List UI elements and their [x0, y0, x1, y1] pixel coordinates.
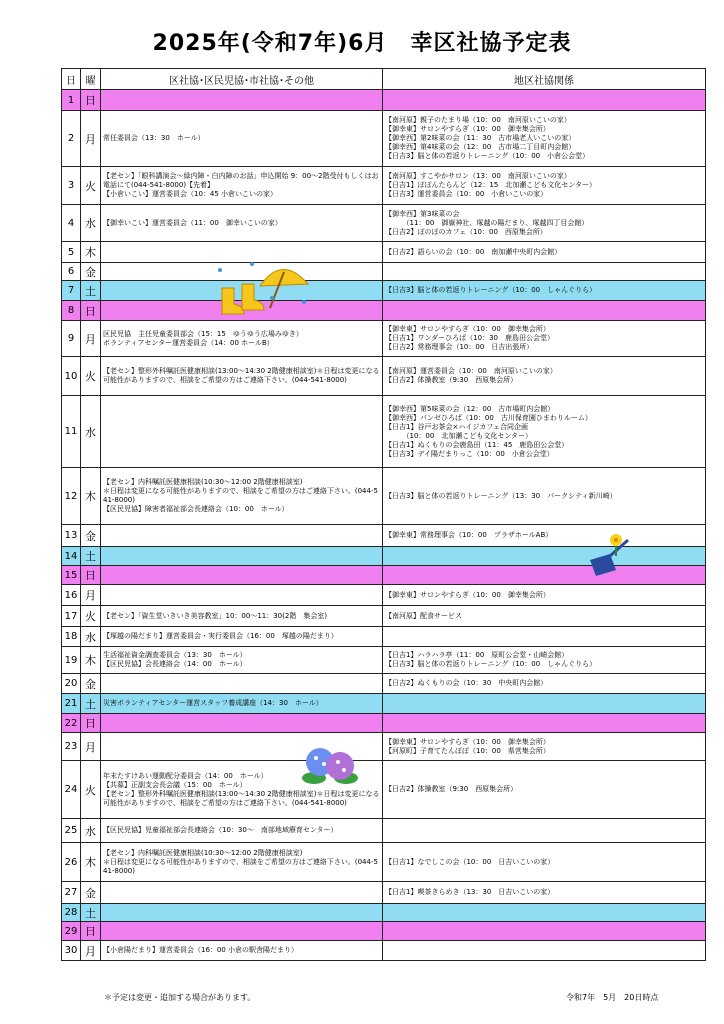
district-entry: 【日吉2】ぬくもりの会（10：30 中央町内会館） — [385, 679, 548, 687]
weekday-cell: 木 — [81, 843, 101, 882]
district-cell — [383, 242, 706, 263]
ward-cell — [101, 547, 383, 566]
district-entry: 【御幸西】パンゼひろば（10：00 古川保育園ひまわりルーム） — [385, 413, 592, 422]
district-cell — [383, 606, 706, 627]
day-cell: 11 — [62, 396, 81, 468]
district-entry: 【日吉1】喫茶きらめき（13：30 日吉いこいの家） — [385, 888, 555, 896]
district-cell — [383, 281, 706, 301]
day-cell: 12 — [62, 468, 81, 525]
table-row — [62, 733, 706, 761]
district-cell — [383, 627, 706, 647]
district-entry: 【御幸西】第4味菜の会（12：00 古市場二丁目町内会館） — [385, 143, 576, 151]
ward-cell — [101, 396, 383, 468]
district-cell — [383, 357, 706, 396]
table-row — [62, 674, 706, 694]
ward-entry: ボランティアセンター運営委員会（14：00 ホールB） — [103, 338, 274, 347]
district-cell — [383, 468, 706, 525]
weekday-cell: 日 — [81, 714, 101, 733]
district-entry: 【日吉3】デイ陽だまりっこ（10：00 小倉公会堂） — [385, 449, 554, 458]
district-cell — [383, 694, 706, 714]
ward-cell — [101, 941, 383, 961]
district-entry: 【南河原】配食サービス — [385, 611, 462, 620]
district-cell — [383, 761, 706, 819]
weekday-cell: 火 — [81, 167, 101, 205]
ward-entry: 【老セン】内科嘱託医健康相談(10:30～12:00 2階健康相談室) — [103, 848, 303, 857]
district-entry: 【日吉1】ぽぽんたらんど（12：15 北加瀬こども文化センター） — [385, 181, 596, 189]
weekday-cell: 金 — [81, 882, 101, 904]
table-row — [62, 205, 706, 242]
day-cell: 4 — [62, 205, 81, 242]
weekday-cell: 土 — [81, 904, 101, 922]
weekday-cell: 月 — [81, 111, 101, 167]
day-cell: 27 — [62, 882, 81, 904]
day-cell: 18 — [62, 627, 81, 647]
ward-cell — [101, 694, 383, 714]
table-row — [62, 468, 706, 525]
ward-entry: 【区民児協】会長連絡会（14：00 ホール） — [103, 660, 247, 668]
district-cell — [383, 647, 706, 674]
ward-cell — [101, 674, 383, 694]
district-cell — [383, 882, 706, 904]
ward-cell — [101, 819, 383, 843]
day-cell: 6 — [62, 263, 81, 281]
table-row — [62, 357, 706, 396]
table-row — [62, 111, 706, 167]
weekday-cell: 金 — [81, 263, 101, 281]
district-cell — [383, 566, 706, 585]
table-row — [62, 922, 706, 941]
district-entry: 【南河原】運営委員会（10：00 南河原いこいの家） — [385, 367, 557, 375]
weekday-cell: 金 — [81, 674, 101, 694]
table-row — [62, 647, 706, 674]
table-row — [62, 941, 706, 961]
table-row — [62, 714, 706, 733]
ward-cell — [101, 647, 383, 674]
district-entry: 【日吉2】常務理事会（10：00 日吉出張所） — [385, 343, 534, 351]
district-entry: 【日吉1】ハラハラ亭（11：00 原町公会堂・山崎会館） — [385, 651, 569, 659]
weekday-cell: 水 — [81, 819, 101, 843]
ward-cell — [101, 90, 383, 111]
schedule-table — [61, 68, 706, 961]
day-cell: 21 — [62, 694, 81, 714]
weekday-cell: 火 — [81, 606, 101, 627]
weekday-cell: 水 — [81, 627, 101, 647]
day-cell: 22 — [62, 714, 81, 733]
weekday-cell: 土 — [81, 694, 101, 714]
district-entry: 【御幸東】サロンやすらぎ（10：00 御幸集会所） — [385, 325, 550, 333]
weekday-cell: 日 — [81, 922, 101, 941]
table-row — [62, 301, 706, 321]
district-cell — [383, 525, 706, 547]
table-row — [62, 843, 706, 882]
district-entry: 【日吉2】体操教室（9:30 西原集会所） — [385, 785, 518, 793]
ward-entry: ＊日程は変更になる可能性がありますので、相談をご希望の方はご連絡下さい。(044-541-8000) — [103, 857, 378, 875]
table-row — [62, 882, 706, 904]
table-row — [62, 606, 706, 627]
district-cell — [383, 321, 706, 357]
header-day: 日 — [62, 69, 81, 90]
ward-entry: 災害ボランティアセンター運営スタッフ養成講座（14：30 ホール） — [103, 699, 323, 707]
ward-entry: 区民児協 主任児童委員部会（15：15 ゆうゆう広場みゆき） — [103, 329, 303, 338]
day-cell: 20 — [62, 674, 81, 694]
district-entry: 【南河原】すこやかサロン（13：00 南河原いこいの家） — [385, 172, 571, 180]
district-entry: （10：00 北加瀬こども文化センター） — [385, 431, 533, 440]
weekday-cell: 水 — [81, 396, 101, 468]
district-entry: 【河原町】子育てたんぽぽ（10：00 県営集会所） — [385, 746, 550, 755]
umbrella-boots-illustration — [212, 258, 312, 320]
district-entry: 【御幸西】第5味菜の会（12：00 古市場町内会館） — [385, 404, 555, 413]
district-entry: 【御幸西】第2味菜の会（11：30 古市場老人いこいの家） — [385, 134, 576, 142]
footer-note: ＊予定は変更・追加する場合があります。 — [104, 993, 256, 1002]
table-row — [62, 694, 706, 714]
day-cell: 2 — [62, 111, 81, 167]
district-cell — [383, 819, 706, 843]
district-entry: 【日吉1】ワンダーひろば（10：30 鹿島田公会堂） — [385, 334, 554, 342]
weekday-cell: 月 — [81, 733, 101, 761]
district-entry: 【御幸東】常務理事会（10：00 プラザホールAB） — [385, 531, 553, 539]
ward-entry: 【老セン】「眼科講演会～緑内障・白内障のお話」申込開始 9：00～2階受付もしくはお電話にて(044-541-8000)【先着】 — [103, 172, 379, 189]
district-entry: 【南河原】親子のたまり場（10：00 南河原いこいの家） — [385, 116, 571, 124]
ward-cell — [101, 585, 383, 606]
district-entry: 【御幸東】サロンやすらぎ（10：00 御幸集会所） — [385, 125, 550, 133]
district-entry: 【御幸西】第3味菜の会 — [385, 209, 460, 218]
district-cell — [383, 90, 706, 111]
weekday-cell: 土 — [81, 281, 101, 301]
district-entry: 【御幸東】サロンやすらぎ（10：00 御幸集会所） — [385, 737, 550, 746]
day-cell: 26 — [62, 843, 81, 882]
table-row — [62, 761, 706, 819]
ward-entry: 【老セン】内科嘱託医健康相談(10:30～12:00 2階健康相談室) — [103, 478, 303, 486]
ward-cell — [101, 205, 383, 242]
header-weekday: 曜 — [81, 69, 101, 90]
weekday-cell: 金 — [81, 525, 101, 547]
weekday-cell: 月 — [81, 321, 101, 357]
ward-entry: ＊日程は変更になる可能性がありますので、相談をご希望の方はご連絡下さい。(044-541-8000) — [103, 487, 378, 504]
table-row — [62, 904, 706, 922]
weekday-cell: 火 — [81, 761, 101, 819]
district-cell — [383, 205, 706, 242]
district-entry: 【日吉1】谷戸お茶会×ハイジカフェ合同企画 — [385, 422, 528, 431]
district-entry: 【日吉2】ぽのぽのカフェ（10：00 西原集会所） — [385, 227, 547, 236]
ward-cell — [101, 627, 383, 647]
ward-cell — [101, 882, 383, 904]
district-entry: 【日吉3】脳と体の若返りトレーニング（10：00 小倉公会堂） — [385, 152, 590, 160]
district-entry: 【日吉2】語らいの会（10：00 南加瀬中央町内会館） — [385, 247, 562, 256]
ward-cell — [101, 468, 383, 525]
table-row — [62, 281, 706, 301]
district-cell — [383, 941, 706, 961]
day-cell: 29 — [62, 922, 81, 941]
weekday-cell: 日 — [81, 301, 101, 321]
weekday-cell: 土 — [81, 547, 101, 566]
page-title: 2025年(令和7年)6月 幸区社協予定表 — [152, 31, 572, 56]
day-cell: 5 — [62, 242, 81, 263]
district-cell — [383, 301, 706, 321]
day-cell: 30 — [62, 941, 81, 961]
district-entry: 【日吉3】脳と体の若返りトレーニング（10：00 しゃんぐりら） — [385, 286, 597, 294]
ward-entry: 【共募】正副支会長会議（15：00 ホール） — [103, 780, 247, 789]
day-cell: 3 — [62, 167, 81, 205]
header-district: 地区社協関係 — [383, 69, 706, 90]
ward-cell — [101, 111, 383, 167]
day-cell: 19 — [62, 647, 81, 674]
day-cell: 1 — [62, 90, 81, 111]
ward-entry: 生活福祉資金調査委員会（13：30 ホール） — [103, 651, 247, 659]
table-row — [62, 90, 706, 111]
district-entry: 【日吉1】なでしこの会（10：00 日吉いこいの家） — [385, 857, 555, 866]
ward-entry: 【老セン】整形外科嘱託医健康相談(13:00～14:30 2階健康相談室)＊日程は変更になる可能性がありますので、相談をご希望の方はご連絡下さい。(044-541-8000) — [103, 367, 380, 384]
district-cell — [383, 167, 706, 205]
weekday-cell: 水 — [81, 205, 101, 242]
ward-entry: 【御幸いこい】運営委員会（11：00 御幸いこいの家） — [103, 218, 282, 227]
weekday-cell: 月 — [81, 941, 101, 961]
district-entry: 【日吉2】体操教室（9:30 西原集会所） — [385, 376, 518, 384]
ward-entry: 【塚越の陽だまり】運営委員会・実行委員会（16：00 塚越の陽だまり） — [103, 632, 338, 640]
ward-cell — [101, 904, 383, 922]
table-row — [62, 321, 706, 357]
district-cell — [383, 263, 706, 281]
district-entry: 【日吉3】脳と体の若返りトレーニング（13：30 パークシティ新川崎） — [385, 491, 617, 500]
ward-cell — [101, 606, 383, 627]
district-cell — [383, 733, 706, 761]
district-cell — [383, 111, 706, 167]
district-entry: （11：00 御嶽神社、塚越の陽だまり、塚越四丁目会館） — [385, 218, 589, 227]
weekday-cell: 木 — [81, 647, 101, 674]
district-cell — [383, 714, 706, 733]
ward-cell — [101, 714, 383, 733]
day-cell: 10 — [62, 357, 81, 396]
ward-cell — [101, 922, 383, 941]
table-row — [62, 585, 706, 606]
ward-entry: 【区民児協】児童福祉部会長連絡会（10：30～ 南部地域療育センター） — [103, 826, 338, 834]
footer-date: 令和7年 5月 20日時点 — [566, 993, 659, 1002]
ward-cell — [101, 843, 383, 882]
weekday-cell: 月 — [81, 585, 101, 606]
day-cell: 8 — [62, 301, 81, 321]
district-cell — [383, 843, 706, 882]
table-row — [62, 396, 706, 468]
district-cell — [383, 396, 706, 468]
weekday-cell: 火 — [81, 357, 101, 396]
watering-can-illustration — [580, 530, 636, 580]
weekday-cell: 日 — [81, 566, 101, 585]
day-cell: 9 — [62, 321, 81, 357]
district-entry: 【日吉1】ぬくもりの会鹿島田（11：45 鹿島田公会堂） — [385, 440, 569, 449]
day-cell: 7 — [62, 281, 81, 301]
ward-entry: 【小倉陽だまり】運営委員会（16：00 小倉の駅舎陽だまり） — [103, 946, 299, 954]
district-cell — [383, 547, 706, 566]
day-cell: 24 — [62, 761, 81, 819]
hydrangea-illustration — [300, 742, 360, 788]
ward-cell — [101, 321, 383, 357]
ward-cell — [101, 357, 383, 396]
weekday-cell: 木 — [81, 468, 101, 525]
ward-cell — [101, 525, 383, 547]
day-cell: 14 — [62, 547, 81, 566]
day-cell: 23 — [62, 733, 81, 761]
day-cell: 16 — [62, 585, 81, 606]
ward-entry: 【小倉いこい】運営委員会（10：45 小倉いこいの家） — [103, 190, 278, 198]
ward-cell — [101, 566, 383, 585]
header-ward: 区社協･区民児協･市社協･その他 — [101, 69, 383, 90]
day-cell: 28 — [62, 904, 81, 922]
district-entry: 【日吉3】運営委員会（10：00 小倉いこいの家） — [385, 190, 548, 198]
ward-entry: 【区民児協】障害者福祉部会長連絡会（10：00 ホール） — [103, 505, 289, 513]
district-cell — [383, 922, 706, 941]
weekday-cell: 木 — [81, 242, 101, 263]
district-cell — [383, 904, 706, 922]
ward-cell — [101, 167, 383, 205]
table-row — [62, 263, 706, 281]
ward-entry: 【老セン】整形外科嘱託医健康相談(13:00～14:30 2階健康相談室)＊日程は変更になる可能性がありますので、相談をご希望の方はご連絡下さい。(044-541-8000) — [103, 789, 380, 807]
day-cell: 15 — [62, 566, 81, 585]
ward-entry: 常任委員会（13：30 ホール） — [103, 134, 205, 142]
ward-entry: 【老セン】「資生堂いきいき美容教室」10：00～11：30(2階 集会室) — [103, 611, 328, 620]
table-row — [62, 167, 706, 205]
district-cell — [383, 674, 706, 694]
day-cell: 25 — [62, 819, 81, 843]
header-row — [62, 69, 706, 90]
district-entry: 【日吉3】脳と体の若返りトレーニング（10：00 しゃんぐりら） — [385, 660, 597, 668]
table-row — [62, 242, 706, 263]
district-cell — [383, 585, 706, 606]
day-cell: 17 — [62, 606, 81, 627]
weekday-cell: 日 — [81, 90, 101, 111]
table-row — [62, 819, 706, 843]
table-row — [62, 627, 706, 647]
day-cell: 13 — [62, 525, 81, 547]
district-entry: 【御幸東】サロンやすらぎ（10：00 御幸集会所） — [385, 590, 550, 599]
ward-entry: 年末たすけあい運動配分委員会（14：00 ホール） — [103, 771, 268, 780]
